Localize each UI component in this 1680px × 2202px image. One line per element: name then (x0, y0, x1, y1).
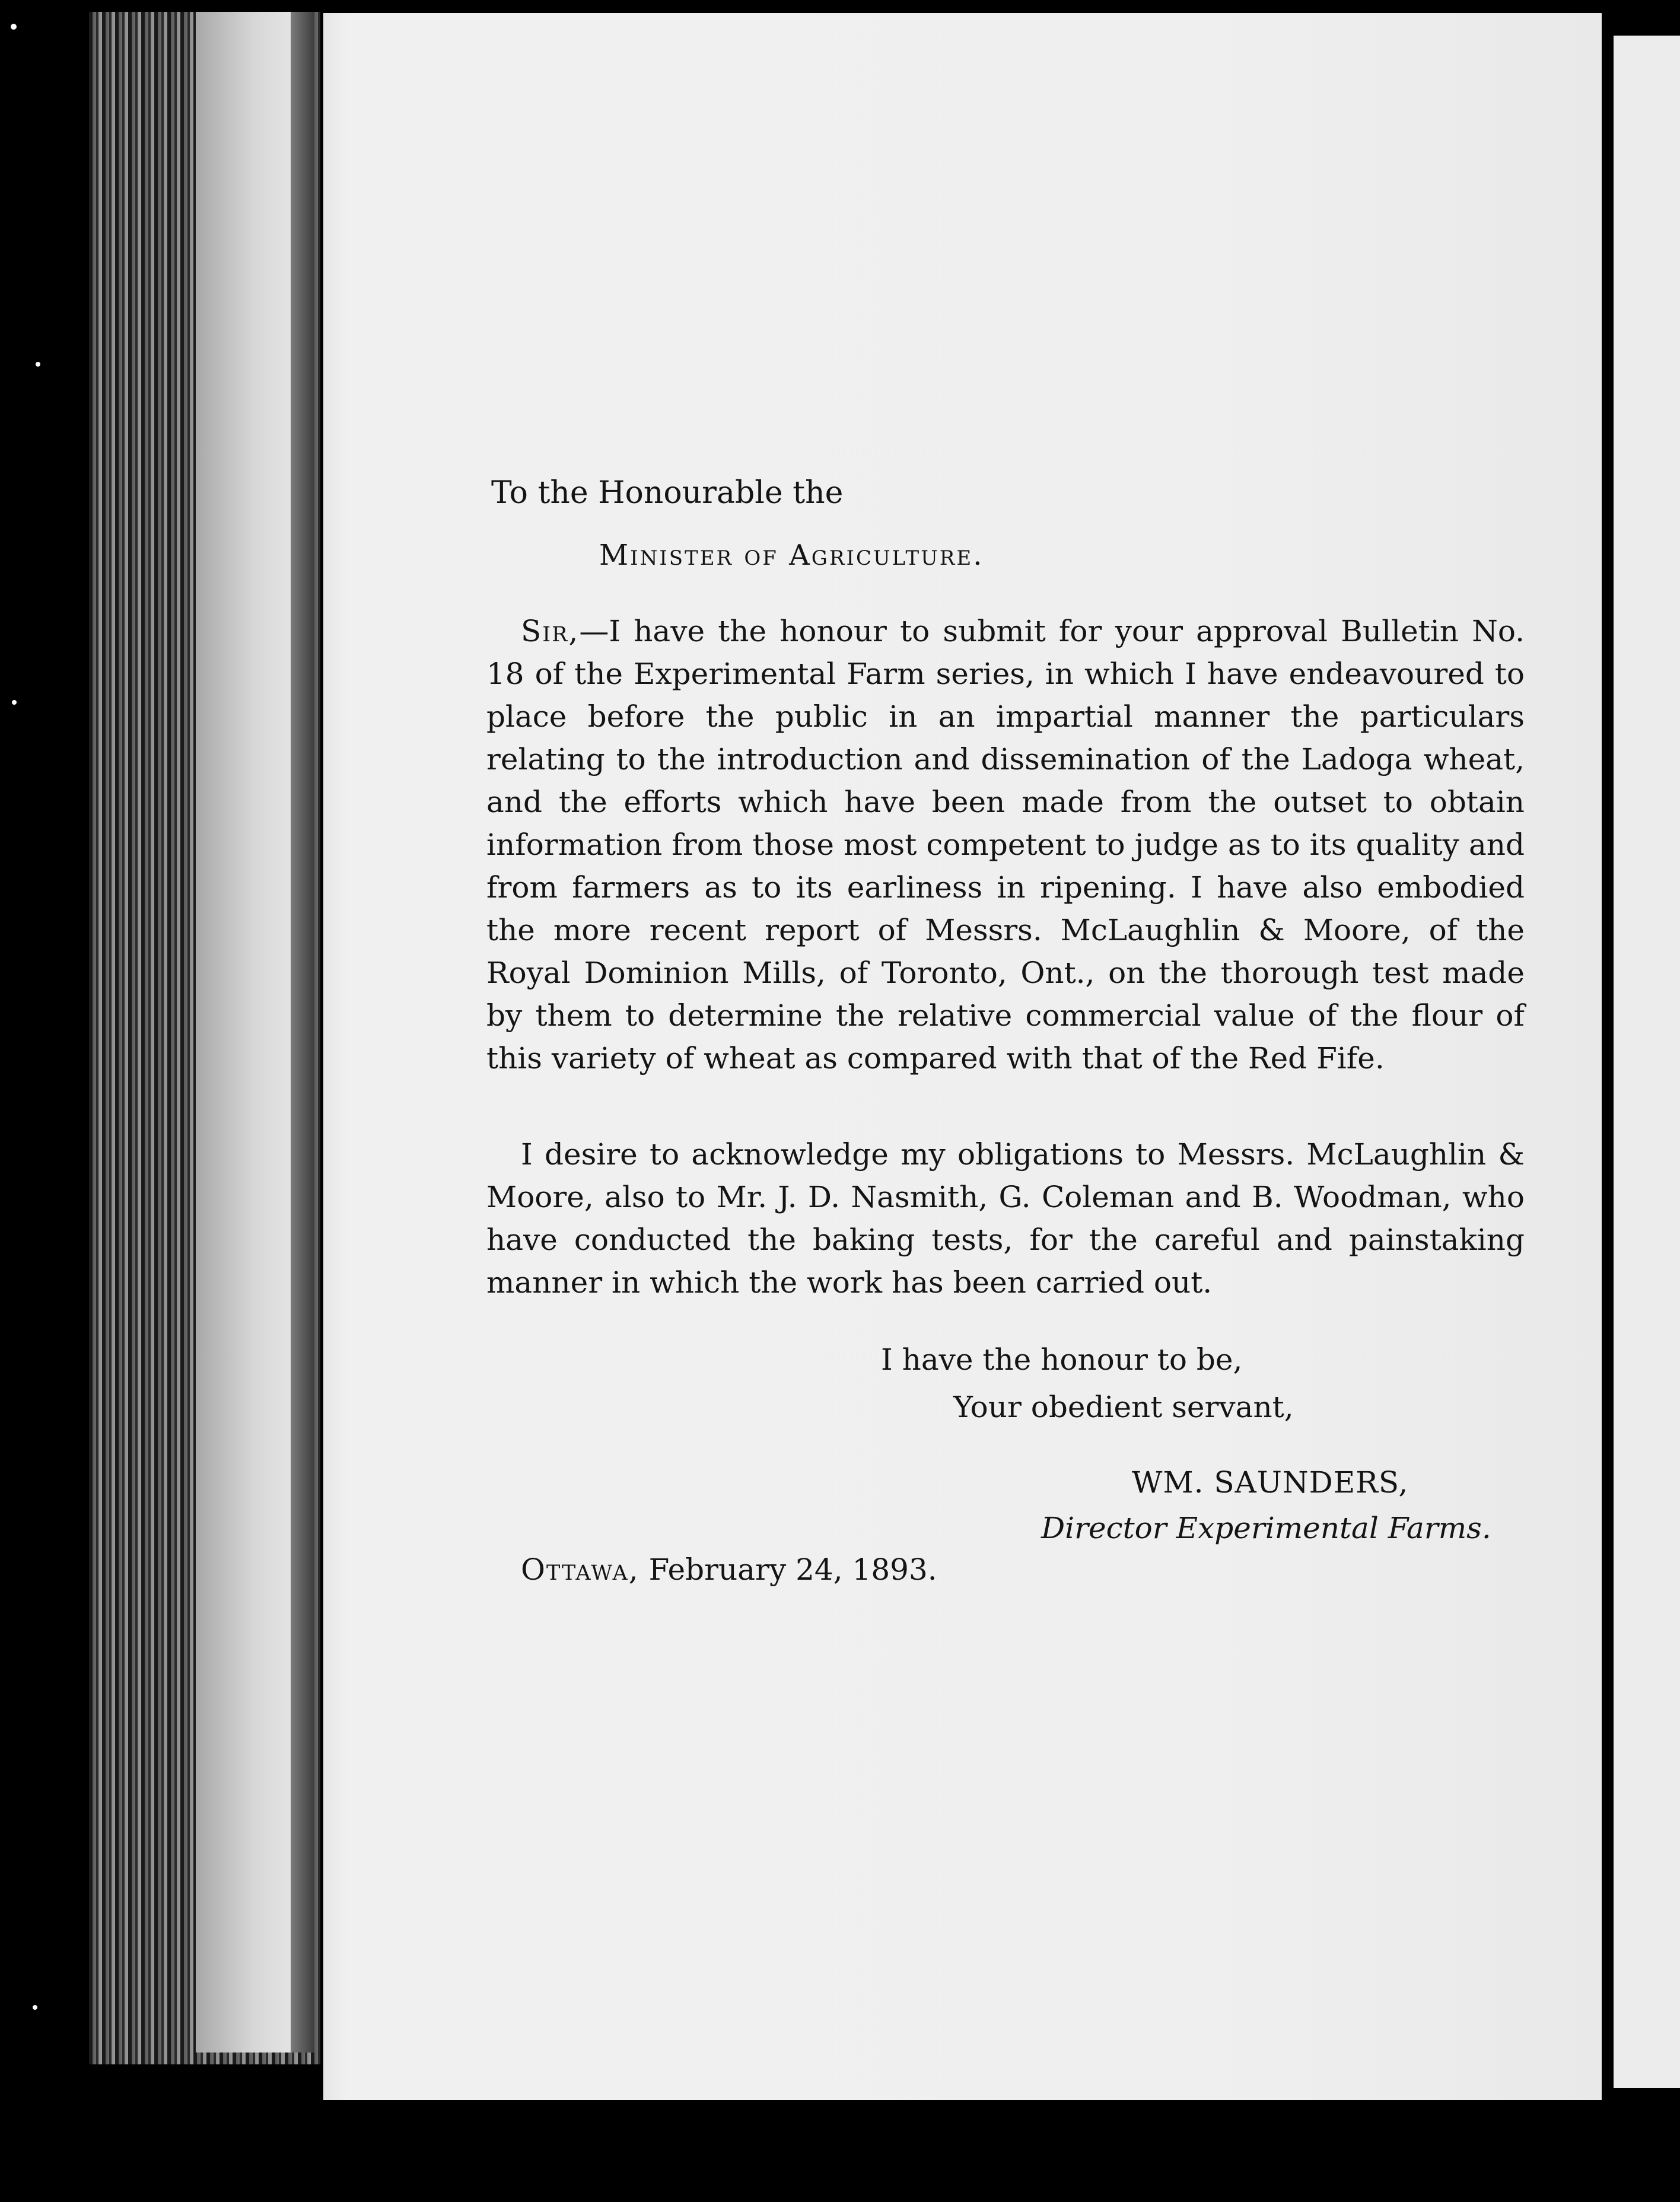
signer-name: WM. SAUNDERS, (1132, 1465, 1409, 1500)
book-page-edges-highlight (196, 12, 291, 2053)
salutation-line: To the Honourable the (491, 475, 844, 511)
book-page-edges-shadow (291, 12, 314, 2053)
scan-speck (12, 700, 17, 705)
paragraph-lead-word: Sir, (521, 614, 580, 648)
adjacent-page-sliver (1614, 36, 1680, 2088)
dateline-date: February 24, 1893. (648, 1552, 937, 1587)
scan-speck (36, 362, 40, 367)
paragraph-1-body: —I have the honour to submit for your approval Bulletin No. 18 of the Experimental Farm series, in which I have endeavoured to place before the public in an impartial manner the particulars relating to the introduction and dissemination of the Ladoga wheat, and the efforts which have been made from the outset to obtain information from those most competent to judge as to its quality and from farmers as to its earliness in ripening. I have also embodied the more recent report of Messrs. McLaughlin & Moore, of the Royal Dominion Mills, of Toronto, Ont., on the thorough test made by them to determine the relative commercial value of the flour of this variety of wheat as compared with that of the Red Fife. (486, 614, 1525, 1075)
letter-paragraph-2: I desire to acknowledge my obligations to Messrs. McLaughlin & Moore, also to Mr. J. D. Nasmith, G. Coleman and B. Woodman, who have conducted the baking tests, for the careful and painstaking manner in which the work has been carried out. (486, 1137, 1525, 1300)
scan-speck (33, 2005, 37, 2010)
dateline-place: Ottawa, (521, 1552, 639, 1587)
scan-speck (11, 24, 17, 30)
dateline (521, 1548, 1055, 1591)
letter-paragraph-1 (486, 610, 1525, 1080)
page-gutter-shadow (1602, 24, 1615, 2100)
closing-line-2: Your obedient servant, (953, 1390, 1294, 1424)
addressee-line: Minister of Agriculture. (599, 539, 984, 572)
closing-line-1: I have the honour to be, (881, 1342, 1243, 1377)
signer-title: Director Experimental Farms. (1041, 1511, 1491, 1545)
